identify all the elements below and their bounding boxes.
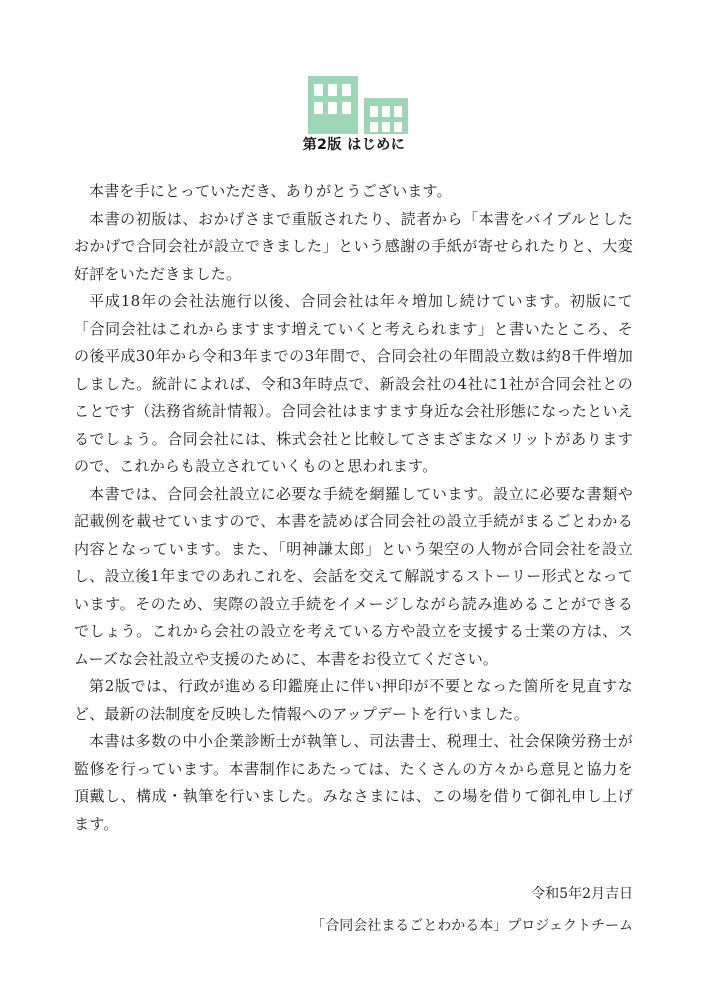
paragraph: 第2版では、行政が進める印鑑廃止に伴い押印が不要となった箇所を見直すなど、最新の法制度を反映した情報へのアップデートを行いました。 (74, 677, 633, 723)
paragraph: 平成18年の会社法施行以後、合同会社は年々増加し続けています。初版にて「合同会社はこれからますます増えていくと考えられます」と書いたところ、その後平成30年から令和3年までの3年間で、合同会社の年間設立数は約8千件増加しました。統計によれば、令和3年時点で、新設会社の4社に1社が合同会社とのことです（法務省統計情報）。合同会社はますます身近な会社形態になったといえるでしょう。合同会社には、株式会社と比較してさまざまなメリットがありますので、これからも設立されていくものと思われます。 (74, 292, 633, 475)
paragraph: 本書は多数の中小企業診断士が執筆し、司法書士、税理士、社会保険労務士が監修を行っています。本書制作にあたっては、たくさんの方々から意見と協力を頂戴し、構成・執筆を行いました。みなさまには、この場を借りて御礼申し上げます。 (74, 732, 633, 833)
signature-block (311, 878, 633, 942)
page-title: 第2版 はじめに (298, 134, 410, 156)
signature-date: 令和5年2月吉日 (531, 886, 633, 902)
paragraph: 本書の初版は、おかげさまで重版されたり、読者から「本書をバイブルとしたおかげで合同会社が設立できました」という感謝の手紙が寄せられたりと、大変好評をいただきました。 (74, 209, 633, 283)
signature-author: 「合同会社まるごとわかる本」プロジェクトチーム (311, 918, 633, 934)
section-header (290, 74, 415, 160)
paragraph: 本書では、合同会社設立に必要な手続を網羅しています。設立に必要な書類や記載例を載せていますので、本書を読めば合同会社の設立手続がまるごとわかる内容となっています。また、「明神謙太郎」という架空の人物が合同会社を設立し、設立後1年までのあれこれを、会話を交えて解説するストーリー形式となっています。そのため、実際の設立手続をイメージしながら読み進めることができるでしょう。これから会社の設立を考えている方や設立を支援する士業の方は、スムーズな会社設立や支援のために、本書をお役立てください。 (74, 484, 633, 668)
intro-body (74, 178, 633, 838)
paragraph: 本書を手にとっていただき、ありがとうございます。 (89, 182, 452, 200)
